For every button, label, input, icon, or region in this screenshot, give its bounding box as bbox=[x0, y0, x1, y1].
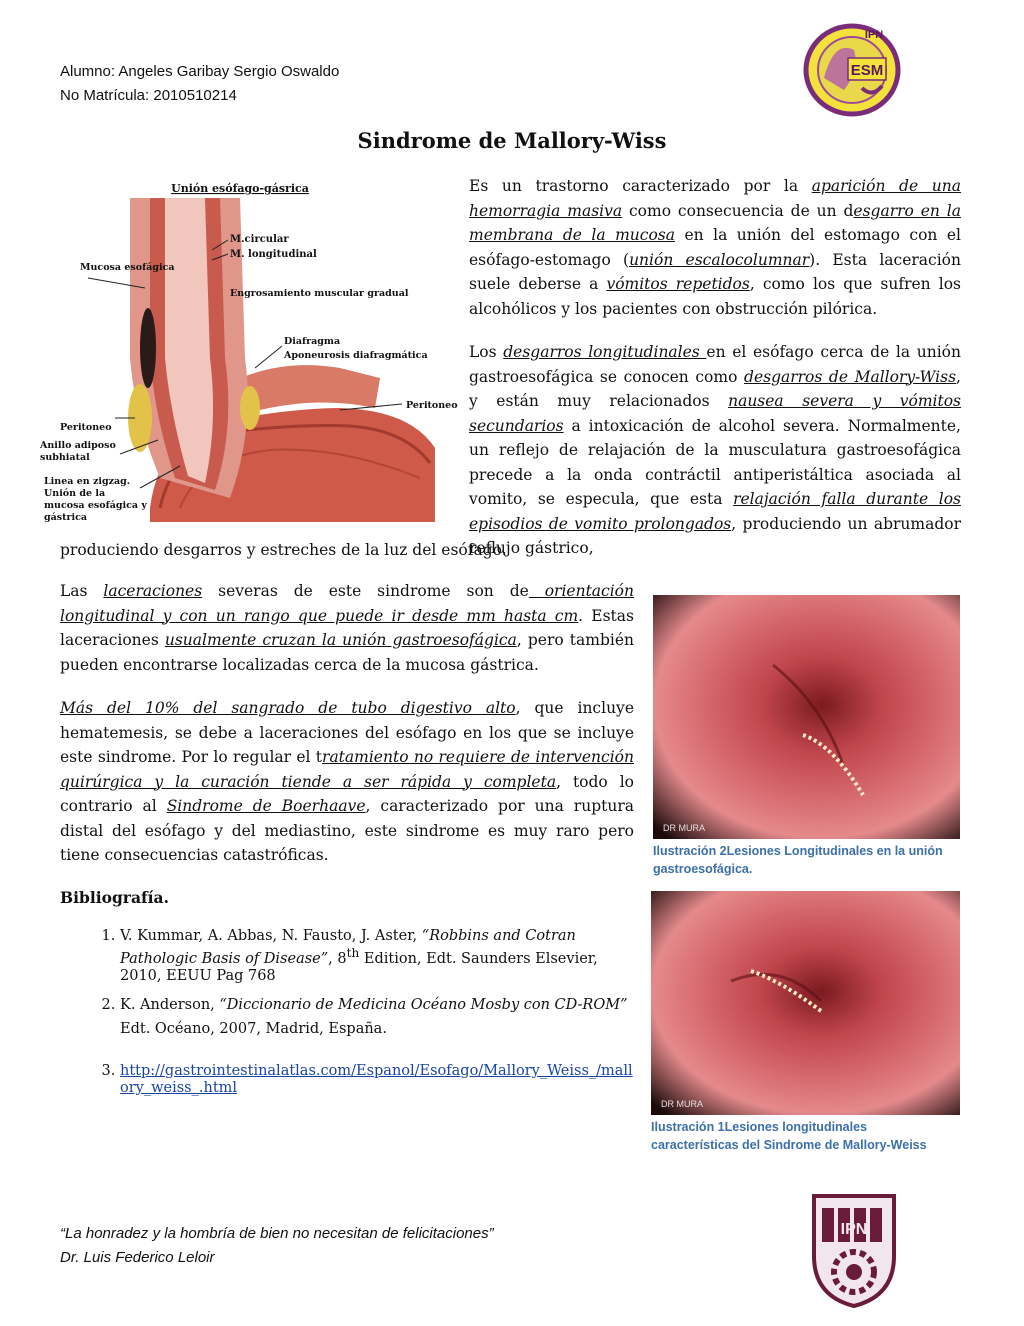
closing-quote bbox=[60, 1222, 494, 1270]
esm-logo bbox=[800, 20, 904, 116]
student-matricula: No Matrícula: 2010510214 bbox=[60, 87, 237, 104]
label-circular: M.circular bbox=[230, 234, 289, 245]
reference-1: 1. V. Kummar, A. Abbas, N. Fausto, J. Aster, “Robbins and Cotran Pathologic Basis of Disease”, 8th Edition, Edt. Saunders Elsevier, 2010, EEUU Pag 768 bbox=[120, 928, 640, 985]
logo-ipn-text: IPN bbox=[864, 29, 884, 41]
bibliography-title: Bibliografía. bbox=[60, 888, 169, 907]
student-header bbox=[60, 60, 339, 108]
label-diafragma: Diafragma bbox=[284, 336, 341, 347]
paragraph-intro: Es un trastorno caracterizado por la aparición de una hemorragia masiva como consecuencia de un desgarro en la membrana de la mucosa en la unión del estomago con el esófago-estomago (unión escalocolumnar). Esta laceración suele deberse a vómitos repetidos, como los que sufren los alcohólicos y los pacientes con obstrucción pilórica. bbox=[469, 177, 962, 318]
label-anillo: Anillo adiposo subhiatal bbox=[40, 440, 116, 463]
logo-esm-text: ESM bbox=[850, 62, 884, 79]
label-peritoneo-left: Peritoneo bbox=[60, 422, 112, 433]
student-name: Alumno: Angeles Garibay Sergio Oswaldo bbox=[60, 63, 340, 80]
endoscopy-photo-1 bbox=[651, 891, 960, 1115]
label-longitudinal: M. longitudinal bbox=[230, 249, 317, 260]
label-peritoneo-right: Peritoneo bbox=[406, 400, 458, 411]
logo-bottom-text: IPN bbox=[840, 1221, 868, 1238]
paragraph-desgarros: Los desgarros longitudinales en el esófago cerca de la unión gastroesofágica se conocen como desgarros de Mallory-Wiss, y están muy relacionados nausea severa y vómitos secundarios a intoxicación de alcohol severa. Normalmente, un reflejo de relajación de la musculatura gastroesofágica precede a la onda contráctil antiperistáltica asociada al vomito, se especula, que esta relajación falla durante los episodios de vomito prolongados, produciendo un abrumador reflujo gástrico, bbox=[469, 343, 961, 557]
ipn-logo bbox=[804, 1186, 904, 1308]
label-linea: Linea en zigzag. Unión de la mucosa esofágica y gástrica bbox=[44, 476, 147, 523]
label-mucosa: Mucosa esofágica bbox=[80, 262, 175, 273]
endoscopy-photo-2 bbox=[653, 595, 960, 839]
quote-author: Dr. Luis Federico Leloir bbox=[60, 1249, 215, 1266]
label-engrosamiento: Engrosamiento muscular gradual bbox=[230, 288, 409, 299]
figure-2-caption: Ilustración 2Lesiones Longitudinales en la unión gastroesofágica. bbox=[653, 844, 943, 876]
paragraph-sangrado: Más del 10% del sangrado de tubo digestivo alto, que incluye hematemesis, se debe a laceraciones del esófago en los que se incluye este sindrome. Por lo regular el tratamiento no requiere de intervención quirúrgica y la curación tiende a ser rápida y completa, todo lo contrario al Sindrome de Boerhaave, caracterizado por una ruptura distal del esófago y del mediastino, este sindrome es muy raro pero tiene consecuencias catastróficas. bbox=[60, 699, 634, 864]
reference-3-link[interactable]: http://gastrointestinalatlas.com/Espanol/Esofago/Mallory_Weiss_/mallory_weiss_.html bbox=[120, 1062, 633, 1096]
figure-1-caption: Ilustración 1Lesiones longitudinales características del Sindrome de Mallory-Weiss bbox=[651, 1120, 927, 1152]
label-aponeurosis: Aponeurosis diafragmática bbox=[284, 350, 428, 361]
watermark-2: DR MURA bbox=[663, 823, 705, 833]
reference-2: 2. K. Anderson, “Diccionario de Medicina Océano Mosby con CD-ROM” Edt. Océano, 2007, Madrid, España. bbox=[120, 993, 640, 1041]
watermark-1: DR MURA bbox=[661, 1099, 703, 1109]
page-title: Sindrome de Mallory-Wiss bbox=[357, 128, 667, 153]
diagram-title: Unión esófago-gásrica bbox=[171, 182, 309, 195]
bibliography-list bbox=[60, 928, 640, 1105]
quote-text: “La honradez y la hombría de bien no necesitan de felicitaciones” bbox=[60, 1225, 494, 1242]
anatomy-diagram bbox=[40, 178, 458, 523]
reference-3 bbox=[120, 1063, 640, 1097]
paragraph-laceraciones: Las laceraciones severas de este sindrome son de orientación longitudinal y con un rango que puede ir desde mm hasta cm. Estas laceraciones usualmente cruzan la unión gastroesofágica, pero también pueden encontrarse localizadas cerca de la mucosa gástrica. bbox=[60, 582, 634, 674]
paragraph-desgarros-end: produciendo desgarros y estreches de la luz del esófago. bbox=[60, 541, 507, 559]
